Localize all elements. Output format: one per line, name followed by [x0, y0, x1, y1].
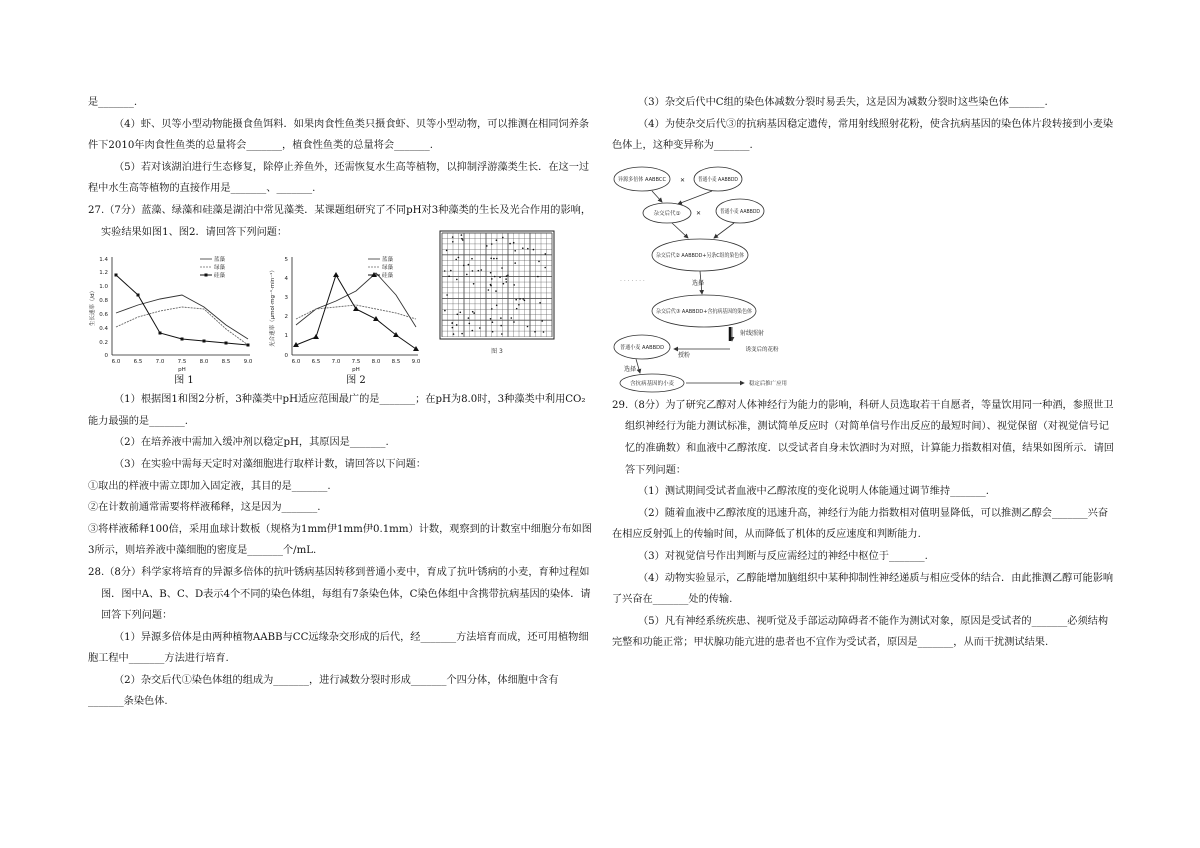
algae-cell [503, 283, 505, 285]
flow-label-select-1: 选择 [692, 279, 705, 287]
fig1-ytick: 1.2 [99, 270, 108, 277]
algae-cell [457, 314, 459, 316]
algae-cell [500, 317, 502, 319]
fig1-ytick: 0.2 [99, 340, 108, 347]
fig1-line-gui [116, 275, 248, 345]
question-28-2: （2）杂交后代①染色体组的组成为_______，进行减数分裂时形成_______个四分体，体细胞中含有_______条染色体. [88, 674, 559, 708]
algae-cell [479, 327, 481, 329]
algae-cell [472, 330, 474, 332]
fig2-xtick: 9.0 [411, 359, 421, 366]
question-26-4: （4）虾、贝等小型动物能摄食鱼饵料．如果肉食性鱼类只摄食虾、贝等小型动物，可以推测在相同饲养条件下2010年肉食性鱼类的总量将会_______，植食性鱼类的总量将会_______. [88, 118, 590, 152]
question-28-1: （1）异源多倍体是由两种植物AABB与CC远缘杂交形成的后代，经_______方法培育而成，还可用植物细胞工程中_______方法进行培育. [88, 631, 589, 665]
algae-cell [505, 278, 507, 280]
fig2-xtick: 8.5 [391, 359, 401, 366]
algae-cell [471, 258, 473, 260]
fig2-xtick: 7.5 [351, 359, 361, 366]
fig2-ytick: 1 [284, 333, 288, 340]
algae-cell [522, 248, 524, 250]
fig1-ytick: 0.4 [99, 326, 108, 333]
algae-cell [490, 272, 492, 274]
fig2-ytick: 4 [284, 276, 288, 283]
fig1-xtick: 8.5 [221, 359, 231, 366]
left-column [88, 92, 594, 713]
question-29-head: 29.（8分）为了研究乙醇对人体神经行为能力的影响，科研人员选取若干自愿者，等量饮用同一种酒，参照世卫组织神经行为能力测试标准，测试简单反应时（对简单信号作出反应的最短时间）、视觉保留（对视觉信号记忆的准确数）和血液中乙醇浓度．以受试者自身未饮酒时为对照，计算能力指数相对值，结果如图所示．请回答下列问题： [612, 399, 1114, 476]
fig2-legend-lv: 绿藻 [382, 265, 394, 272]
algae-cell [513, 321, 515, 323]
fig1-xlabel: pH [178, 367, 186, 374]
algae-cell [461, 234, 463, 236]
fig1-ytick: 0.8 [99, 298, 108, 305]
cross-icon: ✕ [696, 209, 702, 217]
algae-cell [496, 305, 498, 307]
fig1-legend-lv: 绿藻 [214, 265, 226, 272]
question-29-1: （1）测试期间受试者血液中乙醇浓度的变化说明人体能通过调节维持_______. [638, 486, 989, 498]
algae-cell [463, 265, 465, 267]
algae-cell [501, 267, 503, 269]
question-29-4: （4）动物实验显示，乙醇能增加脑组织中某种抑制性神经递质与相应受体的结合．由此推测乙醇可能影响了兴奋在_______处的传输. [612, 572, 1114, 606]
fig2-xtick: 7.0 [331, 359, 341, 366]
algae-cell [501, 333, 503, 335]
fig2-xtick: 6.0 [291, 359, 301, 366]
fig2-ytick: 5 [284, 257, 288, 264]
fig1-xtick: 6.0 [111, 359, 121, 366]
fig1-xtick: 7.5 [177, 359, 187, 366]
flow-label-pollinate: 授粉 [678, 351, 691, 359]
flow-node-3: 杂交后代① [653, 210, 681, 217]
question-27-3b: ②在计数前通常需要将样液稀释，这是因为_______. [88, 502, 321, 514]
fig2-legend-lan: 蓝藻 [382, 257, 394, 264]
algae-cell [472, 311, 474, 313]
question-27-3c: ③将样液稀释100倍，采用血球计数板（规格为1mm伊1mm伊0.1mm）计数，观察到的计数室中细胞分布如图3所示，则培养液中藻细胞的密度是_______个/mL. [88, 523, 592, 557]
algae-cell [527, 248, 529, 250]
algae-cell [545, 253, 547, 255]
algae-cell [519, 298, 521, 300]
algae-cell [450, 270, 452, 272]
algae-cell [490, 318, 492, 320]
algae-cell [491, 308, 493, 310]
algae-cell [490, 284, 492, 286]
algae-cell [491, 278, 493, 280]
algae-cell [460, 312, 462, 314]
flow-label-select-2: 选择 [624, 365, 637, 373]
algae-cell [492, 331, 494, 333]
algae-cell [461, 238, 463, 240]
algae-cell [518, 304, 520, 306]
algae-cell [495, 290, 497, 292]
algae-cell [492, 322, 494, 324]
algae-cell [444, 310, 446, 312]
figures-27 [88, 247, 594, 387]
figure-1-chart [88, 247, 263, 387]
question-29-5: （5）凡有神经系统疾患、视听觉及手部运动障碍者不能作为测试对象，原因是受试者的_______必须结构完整和功能正常；甲状腺功能亢进的患者也不宜作为受试者，原因是_______，从而干扰测试结果. [612, 615, 1109, 649]
question-29-3: （3）对视觉信号作出判断与反应需经过的神经中枢位于_______. [638, 550, 928, 562]
fig2-xtick: 6.5 [311, 359, 321, 366]
algae-cell [444, 270, 446, 272]
algae-cell [494, 276, 496, 278]
algae-cell [513, 284, 515, 286]
algae-cell [516, 308, 518, 310]
algae-cell [534, 331, 536, 333]
algae-cell [514, 250, 516, 252]
algae-cell [458, 257, 460, 259]
question-27-3: （3）在实验中需每天定时对藻细胞进行取样计数，请回答以下问题： [114, 458, 427, 470]
algae-cell [509, 243, 511, 245]
fig1-xtick: 6.5 [133, 359, 143, 366]
algae-cell [522, 298, 524, 300]
fig2-ytick: 0 [284, 353, 288, 360]
fig1-legend-gui: 硅藻 [214, 273, 226, 280]
algae-cell [541, 320, 543, 322]
fig1-ylabel: 生长速率（/d） [90, 287, 96, 327]
algae-cell [515, 299, 517, 301]
figure-2-chart [268, 247, 428, 387]
cross-icon: ✕ [680, 176, 686, 184]
algae-cell [456, 279, 458, 281]
algae-cell [481, 269, 483, 271]
algae-cell [533, 249, 535, 251]
fig1-line-lan [116, 295, 248, 339]
fig1-xtick: 7.0 [155, 359, 165, 366]
algae-cell [496, 258, 498, 260]
flow-node-7: 杂交后代③ AABBDD+含抗病基因的染色体 [656, 308, 763, 315]
question-27-1: （1）根据图1和图2分析，3种藻类中pH适应范围最广的是_______；在pH为8.0时，3种藻类中利用CO₂能力最强的是_______. [88, 394, 586, 427]
fig2-ytick: 3 [284, 295, 288, 302]
fig2-ytick: 2 [284, 314, 288, 321]
fig3-caption: 图 3 [491, 348, 503, 356]
algae-cell [499, 277, 501, 279]
algae-cell [468, 264, 470, 266]
fig2-caption: 图 2 [346, 375, 366, 387]
figure-3-hemocytometer [438, 229, 558, 357]
flowchart-svg [612, 161, 812, 393]
algae-cell [448, 276, 450, 278]
question-28-4: （4）为使杂交后代③的抗病基因稳定遗传，常用射线照射花粉，使含抗病基因的染色体片段转接到小麦染色体上，这种变异称为_______. [612, 118, 1114, 152]
algae-cell [493, 258, 495, 260]
question-27-3a: ①取出的样液中需立即加入固定液，其目的是_______. [88, 480, 331, 492]
fig1-ytick: 1.0 [99, 284, 108, 291]
question-29-2: （2）随着血液中乙醇浓度的迅速升高，神经行为能力指数相对值明显降低，可以推测乙醇会_______兴奋在相应反射弧上的传输时间，从而降低了机体的反应速度和判断能力. [612, 507, 1109, 541]
algae-cell [451, 322, 453, 324]
algae-cell [446, 294, 448, 296]
algae-cell [524, 300, 526, 302]
algae-cell [496, 240, 498, 242]
algae-cell [452, 327, 454, 329]
algae-cell [507, 275, 509, 277]
fig1-xtick: 9.0 [243, 359, 253, 366]
algae-cell [473, 312, 475, 314]
flow-node-4: 普通小麦 AABBDD [720, 208, 768, 215]
question-28-3: （3）杂交后代中C组的染色体减数分裂时易丢失，这是因为减数分裂时这些染色体_______. [638, 97, 1048, 108]
algae-cell [511, 317, 513, 319]
algae-cell [446, 250, 448, 252]
algae-cell [478, 270, 480, 272]
algae-cell [453, 333, 455, 335]
algae-cell [461, 333, 463, 335]
algae-cell [538, 261, 540, 263]
question-28-head: 28.（8分）科学家将培育的异源多倍体的抗叶锈病基因转移到普通小麦中，育成了抗叶锈病的小麦，育种过程如图．图中A、B、C、D表示4个不同的染色体组，每组有7条染色体，C染色体组中含携带抗病基因的染体．请回答下列问题： [88, 566, 591, 622]
fig1-ytick: 1.4 [99, 257, 108, 264]
fig1-legend-lan: 蓝藻 [214, 257, 226, 264]
question-27-head: 27.（7分）蓝藻、绿藻和硅藻是湖泊中常见藻类．某课题组研究了不同pH对3种藻类的生长及光合作用的影响，实验结果如图1、图2．请回答下列问题： [88, 204, 592, 238]
algae-cell [543, 331, 545, 333]
flow-label-irradiate: 射线照射 [740, 329, 765, 337]
algae-cell [491, 243, 493, 245]
fig2-line-lan [296, 273, 416, 327]
algae-cell [506, 281, 508, 283]
fig1-caption: 图 1 [174, 375, 194, 387]
algae-cell [490, 258, 492, 260]
question-26-5: （5）若对该湖泊进行生态修复，除停止养鱼外，还需恢复水生高等植物，以抑制浮游藻类生长．在这一过程中水生高等植物的直接作用是_______、_______. [88, 161, 590, 195]
decorative-dots: · · · · · · · [620, 277, 645, 285]
algae-cell [514, 262, 516, 264]
flow-node-14: 稳定后推广应用 [749, 380, 788, 387]
question-27-2: （2）在培养液中需加入缓冲剂以稳定pH，其原因是_______. [114, 437, 389, 449]
algae-cell [452, 241, 454, 243]
algae-cell [466, 274, 468, 276]
algae-cell [473, 283, 475, 285]
algae-cell [527, 326, 529, 328]
breeding-flowchart [612, 161, 1118, 393]
algae-cell [506, 275, 508, 277]
flow-node-5: 杂交后代② AABBDD+另条C组的染色体 [656, 252, 756, 259]
algae-cell [452, 236, 454, 238]
flow-node-2: 普通小麦 AABBDD [698, 176, 746, 183]
flow-node-9: 普通小麦 AABBDD [620, 344, 668, 351]
algae-cell [544, 267, 546, 269]
algae-cell [486, 245, 488, 247]
fig2-xlabel: pH [352, 367, 360, 374]
fig2-xtick: 8.0 [371, 359, 381, 366]
right-column [612, 92, 1118, 654]
algae-cell [456, 324, 458, 326]
algae-cell [472, 270, 474, 272]
algae-cell [502, 237, 504, 239]
fig2-ylabel: 光合速率（μmol·mg⁻¹·min⁻¹） [270, 267, 276, 347]
algae-cell [537, 276, 539, 278]
algae-cell [500, 325, 502, 327]
flow-node-11: 诱变后的花粉 [745, 346, 779, 353]
fig1-xtick: 8.0 [199, 359, 209, 366]
text-line: 是_______. [88, 97, 138, 108]
fig2-legend-gui: 硅藻 [382, 273, 394, 280]
algae-cell [539, 302, 541, 304]
flow-node-13: 含抗病基因的小麦 [629, 380, 675, 387]
algae-cell [469, 323, 471, 325]
algae-cell [455, 259, 457, 261]
algae-cell [488, 289, 490, 291]
algae-cell [513, 242, 515, 244]
fig1-ytick: 0 [104, 353, 108, 360]
algae-cell [468, 317, 470, 319]
fig1-ytick: 0.6 [99, 312, 108, 319]
flow-node-1: 异源多倍体 AABBCC [618, 176, 671, 183]
